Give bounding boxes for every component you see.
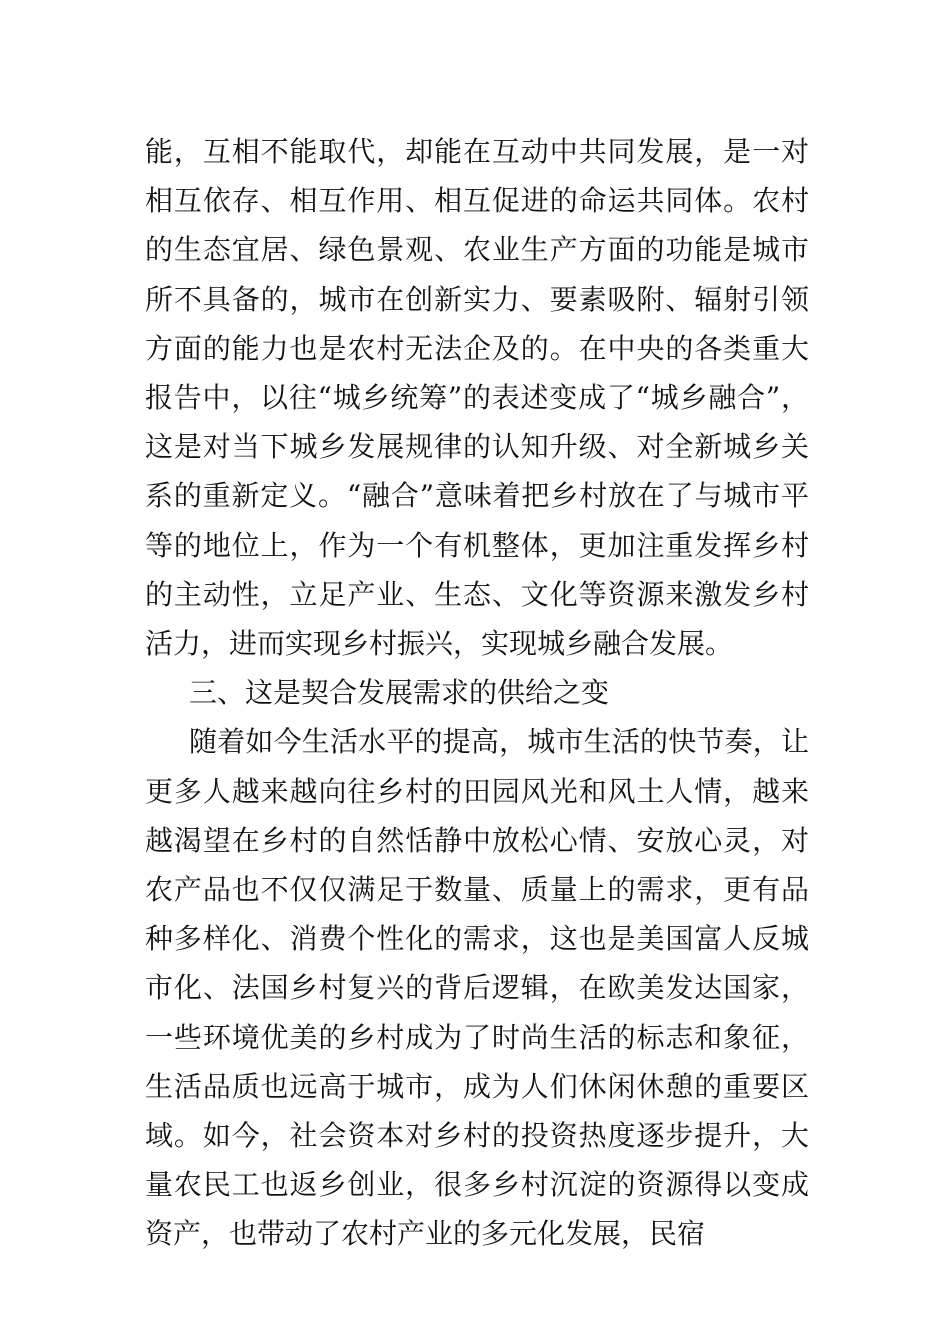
body-text	[145, 127, 809, 1259]
section-heading: 三、这是契合发展需求的供给之变	[189, 676, 610, 710]
paragraph-continuation: 能，互相不能取代，却能在互动中共同发展，是一对相互依存、相互作用、相互促进的命运共同体。农村的生态宜居、绿色景观、农业生产方面的功能是城市所不具备的，城市在创新实力、要素吸附、辐射引领方面的能力也是农村无法企及的。在中央的各类重大报告中，以往“城乡统筹”的表述变成了“城乡融合”，这是对当下城乡发展规律的认知升级、对全新城乡关系的重新定义。“融合”意味着把乡村放在了与城市平等的地位上，作为一个有机整体，更加注重发挥乡村的主动性，立足产业、生态、文化等资源来激发乡村活力，进而实现乡村振兴，实现城乡融合发展。	[145, 135, 809, 661]
paragraph-section-three: 随着如今生活水平的提高，城市生活的快节奏，让更多人越来越向往乡村的田园风光和风土人情，越来越渴望在乡村的自然恬静中放松心情、安放心灵，对农产品也不仅仅满足于数量、质量上的需求，更有品种多样化、消费个性化的需求，这也是美国富人反城市化、法国乡村复兴的背后逻辑，在欧美发达国家，一些环境优美的乡村成为了时尚生活的标志和象征，生活品质也远高于城市，成为人们休闲休憩的重要区域。如今，社会资本对乡村的投资热度逐步提升，大量农民工也返乡创业，很多乡村沉淀的资源得以变成资产，也带动了农村产业的多元化发展，民宿	[145, 725, 809, 1251]
